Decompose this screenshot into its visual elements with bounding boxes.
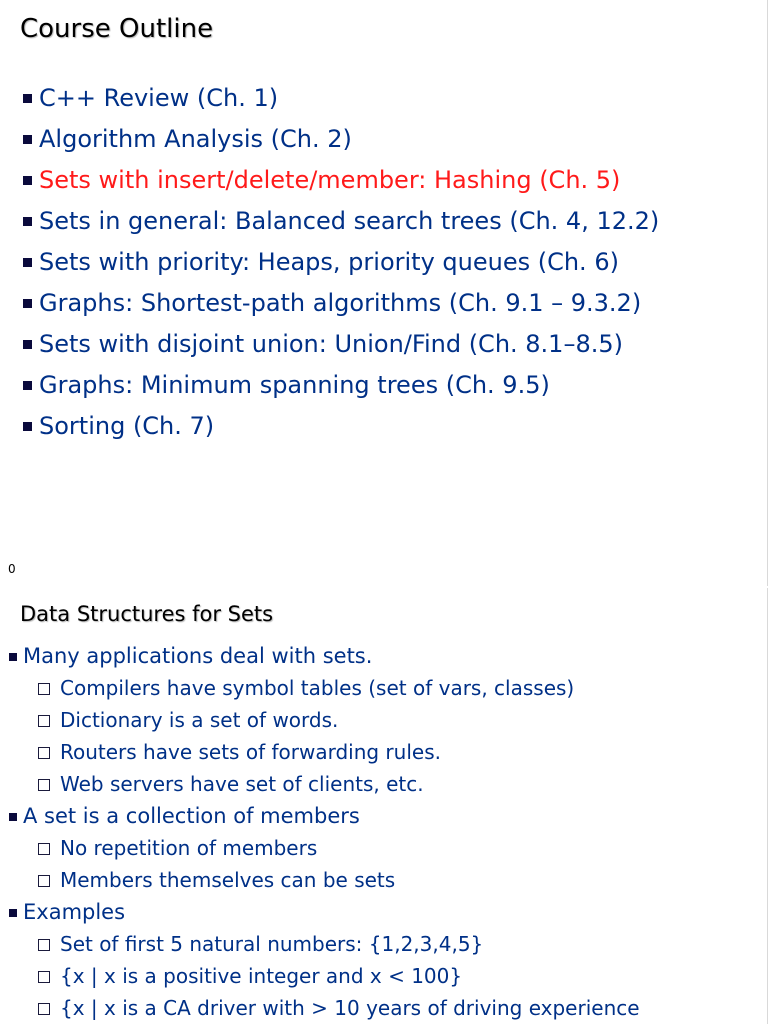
outline-item bbox=[20, 118, 659, 159]
outline-item-text: Sets with disjoint union: Union/Find (Ch. 8.1–8.5) bbox=[39, 329, 623, 358]
page-number: 0 bbox=[8, 562, 16, 576]
outline-item bbox=[20, 405, 659, 446]
bullet-text: Web servers have set of clients, etc. bbox=[60, 772, 424, 796]
bullet-text: Routers have sets of forwarding rules. bbox=[60, 740, 441, 764]
bullet-text: No repetition of members bbox=[60, 836, 318, 860]
square-bullet-icon bbox=[23, 381, 32, 390]
sub-bullet-item bbox=[6, 736, 640, 768]
square-bullet-icon bbox=[9, 909, 17, 917]
square-bullet-icon bbox=[23, 422, 32, 431]
outline-item-text: Graphs: Shortest-path algorithms (Ch. 9.1 – 9.3.2) bbox=[39, 288, 642, 317]
bullet-text: {x | x is a CA driver with > 10 years of driving experience bbox=[60, 996, 640, 1020]
square-bullet-icon bbox=[23, 340, 32, 349]
outline-item bbox=[20, 159, 659, 200]
outline-item bbox=[20, 282, 659, 323]
sub-bullet-item bbox=[6, 992, 640, 1024]
square-bullet-icon bbox=[23, 299, 32, 308]
bullet-text: Many applications deal with sets. bbox=[23, 644, 373, 668]
sub-bullet-item bbox=[6, 768, 640, 800]
bullet-text: Examples bbox=[23, 900, 126, 924]
square-bullet-icon bbox=[23, 94, 32, 103]
bullet-item bbox=[6, 896, 640, 928]
outline-list bbox=[20, 77, 659, 446]
hollow-square-bullet-icon bbox=[38, 971, 50, 983]
outline-item bbox=[20, 241, 659, 282]
outline-item-text: Sets in general: Balanced search trees (Ch. 4, 12.2) bbox=[39, 206, 660, 235]
sub-bullet-item bbox=[6, 672, 640, 704]
hollow-square-bullet-icon bbox=[38, 1003, 50, 1015]
square-bullet-icon bbox=[23, 135, 32, 144]
hollow-square-bullet-icon bbox=[38, 843, 50, 855]
bullet-item bbox=[6, 640, 640, 672]
data-structures-slide bbox=[0, 588, 768, 1024]
bullet-text: Compilers have symbol tables (set of vars, classes) bbox=[60, 676, 575, 700]
sets-bullet-list bbox=[6, 640, 640, 1024]
bullet-item bbox=[6, 800, 640, 832]
bullet-text: Dictionary is a set of words. bbox=[60, 708, 339, 732]
sub-bullet-item bbox=[6, 928, 640, 960]
sub-bullet-item bbox=[6, 864, 640, 896]
bullet-text: A set is a collection of members bbox=[23, 804, 360, 828]
sub-bullet-item bbox=[6, 704, 640, 736]
outline-item-text: Sets with insert/delete/member: Hashing (Ch. 5) bbox=[39, 165, 621, 194]
bullet-text: {x | x is a positive integer and x < 100} bbox=[60, 964, 463, 988]
outline-item-text: Algorithm Analysis (Ch. 2) bbox=[39, 124, 352, 153]
hollow-square-bullet-icon bbox=[38, 939, 50, 951]
hollow-square-bullet-icon bbox=[38, 747, 50, 759]
outline-item bbox=[20, 323, 659, 364]
square-bullet-icon bbox=[9, 813, 17, 821]
outline-item-text: Graphs: Minimum spanning trees (Ch. 9.5) bbox=[39, 370, 550, 399]
hollow-square-bullet-icon bbox=[38, 779, 50, 791]
square-bullet-icon bbox=[23, 258, 32, 267]
bullet-text: Set of first 5 natural numbers: {1,2,3,4,5} bbox=[60, 932, 484, 956]
outline-item bbox=[20, 364, 659, 405]
hollow-square-bullet-icon bbox=[38, 683, 50, 695]
slide-title: Data Structures for Sets bbox=[20, 602, 274, 626]
outline-item bbox=[20, 200, 659, 241]
square-bullet-icon bbox=[9, 653, 17, 661]
outline-item-text: C++ Review (Ch. 1) bbox=[39, 83, 279, 112]
sub-bullet-item bbox=[6, 832, 640, 864]
sub-bullet-item bbox=[6, 960, 640, 992]
bullet-text: Members themselves can be sets bbox=[60, 868, 396, 892]
outline-item bbox=[20, 77, 659, 118]
square-bullet-icon bbox=[23, 176, 32, 185]
outline-item-text: Sets with priority: Heaps, priority queues (Ch. 6) bbox=[39, 247, 619, 276]
outline-item-text: Sorting (Ch. 7) bbox=[39, 411, 215, 440]
square-bullet-icon bbox=[23, 217, 32, 226]
hollow-square-bullet-icon bbox=[38, 715, 50, 727]
slide-title: Course Outline bbox=[20, 14, 214, 44]
hollow-square-bullet-icon bbox=[38, 875, 50, 887]
